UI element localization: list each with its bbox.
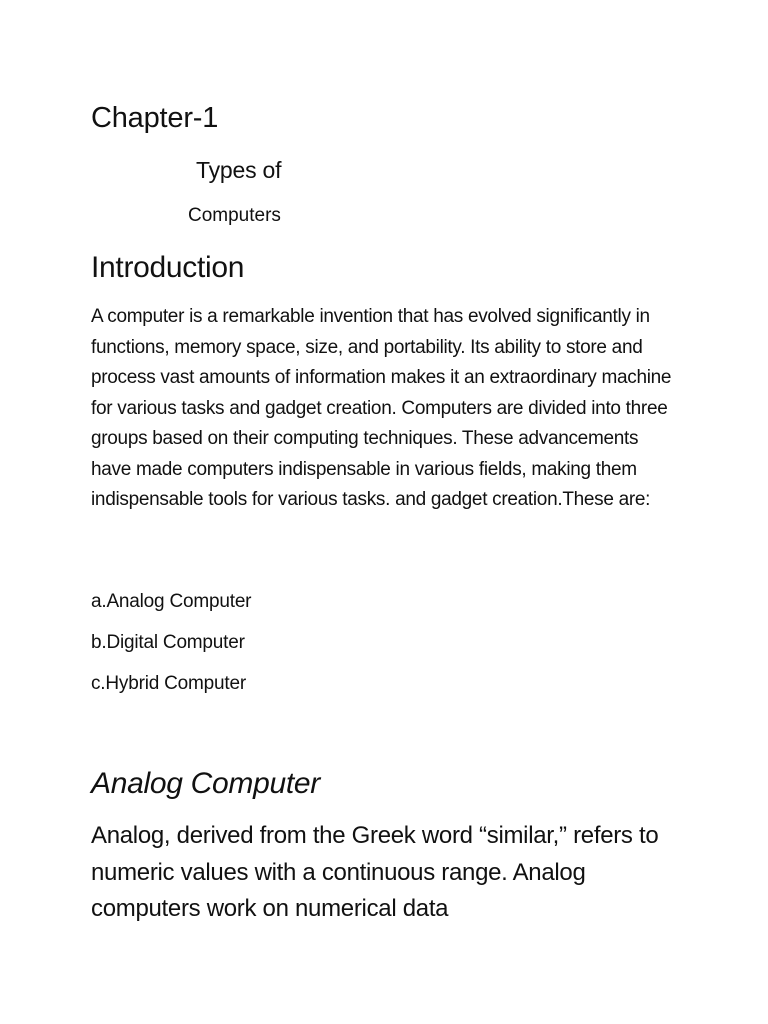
chapter-subtitle-line-2: Computers	[188, 205, 281, 226]
chapter-title: Chapter-1	[91, 102, 219, 134]
introduction-paragraph: A computer is a remarkable invention that has evolved significantly in functions, memory space, size, and portability. Its ability to store and process vast amounts of information makes it an extraordinary machine for various tasks and gadget creation. Computers are divided into three groups based on their computing techniques. These advancements have made computers indispensable in various fields, making them indispensable tools for various tasks. and gadget creation.These are:	[91, 306, 672, 510]
computer-types-list	[91, 589, 251, 712]
chapter-subtitle-line-1: Types of	[196, 157, 282, 183]
list-item-hybrid: c.Hybrid Computer	[91, 673, 246, 694]
list-item-digital: b.Digital Computer	[91, 632, 245, 653]
list-item-analog: a.Analog Computer	[91, 591, 252, 612]
analog-computer-paragraph: Analog, derived from the Greek word “similar,” refers to numeric values with a continuous range. Analog computers work on numerical data	[91, 822, 659, 922]
introduction-heading: Introduction	[91, 251, 245, 284]
analog-computer-heading: Analog Computer	[91, 767, 320, 800]
